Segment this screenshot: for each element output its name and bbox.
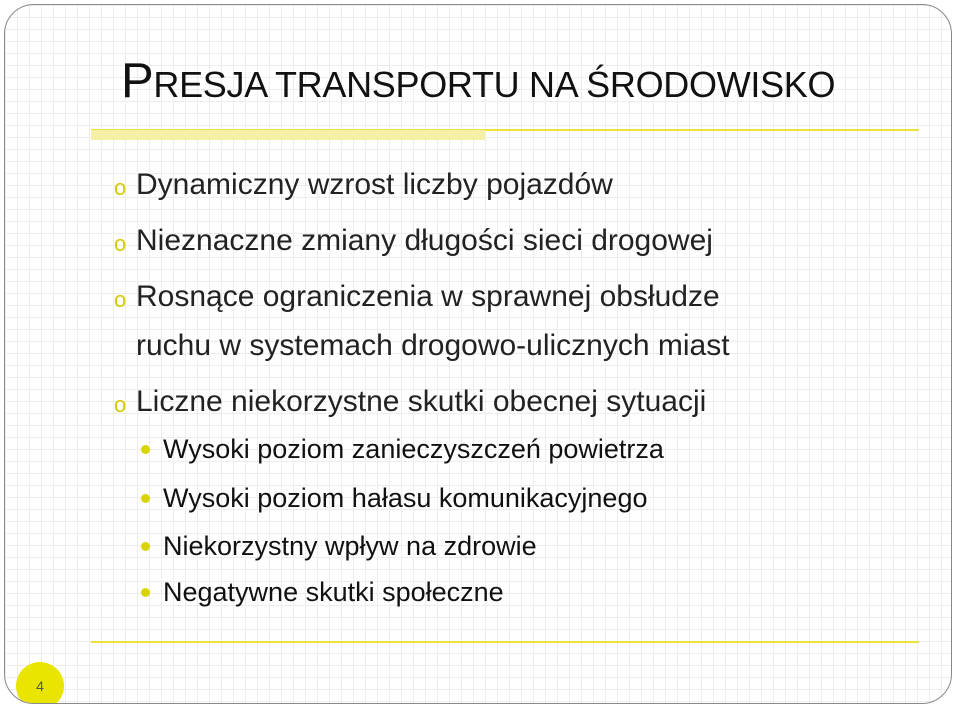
bullet-o-icon: o xyxy=(114,175,127,200)
bullet-text: Liczne niekorzystne skutki obecnej sytuacji xyxy=(136,385,707,418)
bullet-text: Nieznaczne zmiany długości sieci drogowej xyxy=(136,224,713,257)
footer-divider xyxy=(91,641,919,643)
slide xyxy=(4,4,952,704)
bullet-dot-icon xyxy=(141,542,150,551)
sub-bullet-item xyxy=(163,530,537,562)
page-number: 4 xyxy=(36,678,44,694)
sub-bullet-text: Wysoki poziom hałasu komunikacyjnego xyxy=(163,483,648,513)
slide-title xyxy=(121,54,836,108)
bullet-item xyxy=(114,277,720,316)
sub-bullet-item xyxy=(163,576,504,608)
sub-bullet-text: Niekorzystny wpływ na zdrowie xyxy=(163,531,537,561)
title-initial: P xyxy=(121,54,154,108)
title-divider-accent xyxy=(91,130,485,140)
bullet-o-icon: o xyxy=(114,231,127,256)
bullet-item-continuation xyxy=(136,326,730,365)
bullet-o-icon: o xyxy=(114,287,127,312)
bullet-dot-icon xyxy=(141,588,150,597)
sub-bullet-item xyxy=(163,482,647,514)
bullet-dot-icon xyxy=(141,494,150,503)
page-number-badge xyxy=(16,662,64,704)
sub-bullet-item xyxy=(163,433,664,465)
sub-bullet-text: Negatywne skutki społeczne xyxy=(163,577,504,607)
bullet-item xyxy=(114,382,707,421)
bullet-item xyxy=(114,221,713,260)
bullet-dot-icon xyxy=(141,445,150,454)
bullet-text: Rosnące ograniczenia w sprawnej obsłudze xyxy=(136,280,720,313)
bullet-item xyxy=(114,165,613,204)
bullet-o-icon: o xyxy=(114,392,127,417)
sub-bullet-text: Wysoki poziom zanieczyszczeń powietrza xyxy=(163,434,664,464)
bullet-text: ruchu w systemach drogowo-ulicznych miast xyxy=(136,329,730,362)
title-rest: RESJA TRANSPORTU NA ŚRODOWISKO xyxy=(153,64,836,105)
bullet-text: Dynamiczny wzrost liczby pojazdów xyxy=(136,168,613,201)
